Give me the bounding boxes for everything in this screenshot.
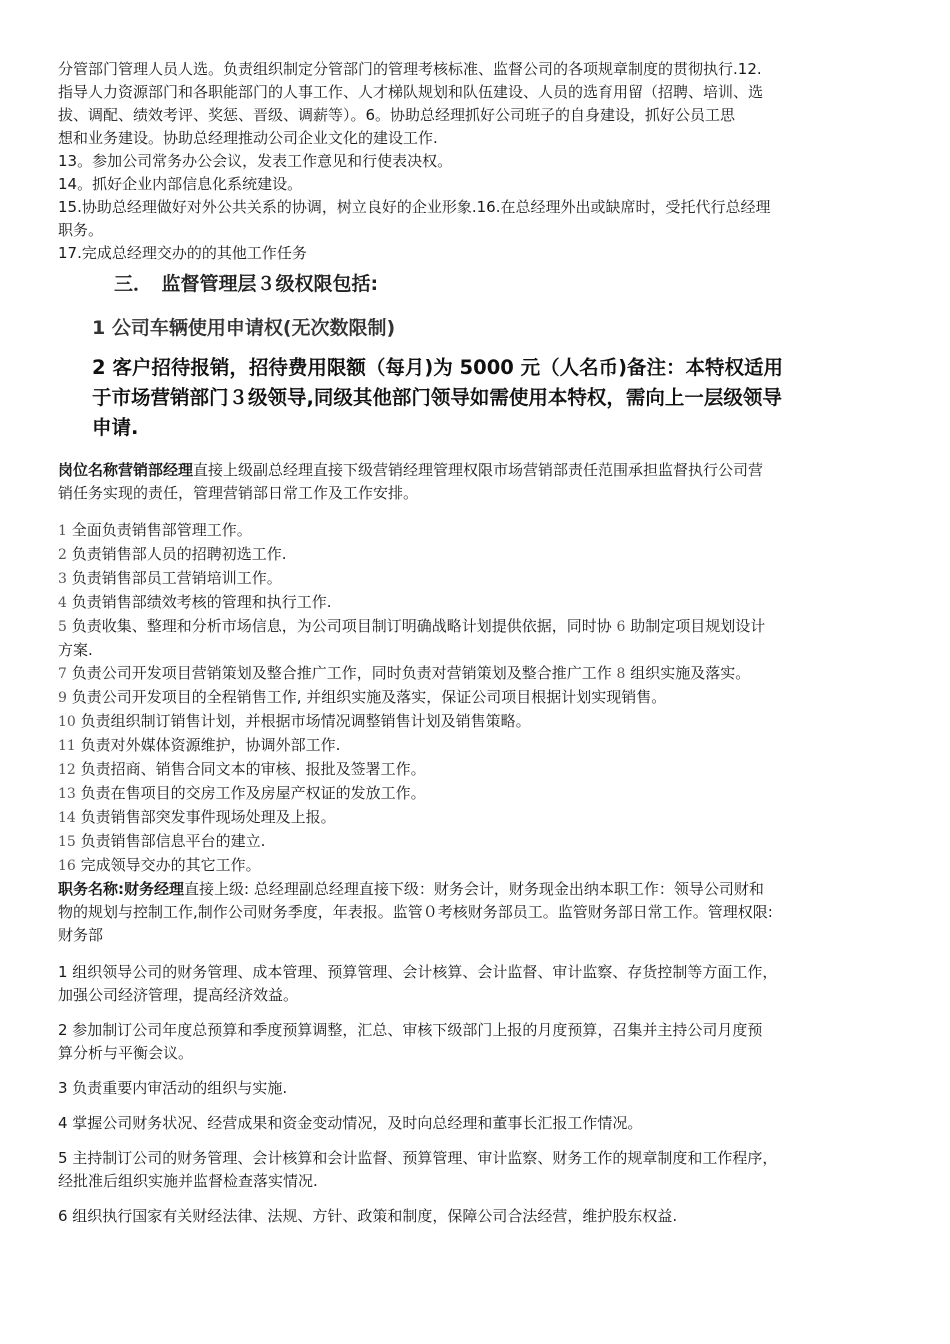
sales-manager-title xyxy=(58,459,898,505)
text-line: 职务。 xyxy=(58,221,104,239)
job-title-label: 职务名称:财务经理 xyxy=(58,880,184,898)
list-item: 方案. xyxy=(58,641,93,659)
document-page xyxy=(58,58,898,1228)
text-line: 15.协助总经理做好对外公共关系的协调，树立良好的企业形象.16.在总经理外出或缺席时，受托代行总经理 xyxy=(58,198,771,216)
list-item: 7 负责公司开发项目营销策划及整合推广工作，同时负责对营销策划及整合推广工作 8 组织实施及落实。 xyxy=(58,664,751,682)
text-line: 13。参加公司常务办公会议，发表工作意见和行使表决权。 xyxy=(58,152,453,170)
text-line: 分管部门管理人员人选。负责组织制定分管部门的管理考核标准、监督公司的各项规章制度的贯彻执行.12. xyxy=(58,60,762,78)
list-item: 11 负责对外媒体资源维护，协调外部工作. xyxy=(58,736,341,754)
text-line: 财务部 xyxy=(58,926,104,944)
privilege-item-2 xyxy=(92,353,898,443)
job-description: 直接上级副总经理直接下级营销经理管理权限市场营销部责任范围承担监督执行公司营 xyxy=(193,461,764,479)
list-item: 14 负责销售部突发事件现场处理及上报。 xyxy=(58,808,336,826)
list-item: 2 负责销售部人员的招聘初选工作. xyxy=(58,545,287,563)
text-line: 14。抓好企业内部信息化系统建设。 xyxy=(58,175,303,193)
list-item: 2 参加制订公司年度总预算和季度预算调整，汇总、审核下级部门上报的月度预算，召集并主持公司月度预 算分析与平衡会议。 xyxy=(58,1021,763,1062)
list-item: 3 负责重要内审活动的组织与实施. xyxy=(58,1079,288,1097)
list-item: 13 负责在售项目的交房工作及房屋产权证的发放工作。 xyxy=(58,784,426,802)
sales-duties-list xyxy=(58,519,898,878)
text-line: 申请. xyxy=(92,416,139,439)
list-item: 3 负责销售部员工营销培训工作。 xyxy=(58,569,282,587)
list-item: 1 全面负责销售部管理工作。 xyxy=(58,521,252,539)
list-item: 1 组织领导公司的财务管理、成本管理、预算管理、会计核算、会计监督、审计监察、存货控制等方面工作， 加强公司经济管理，提高经济效益。 xyxy=(58,963,778,1004)
text-line: 物的规划与控制工作,制作公司财务季度，年表报。监管０考核财务部员工。监管财务部日常工作。管理权限: xyxy=(58,903,773,921)
list-item: 6 组织执行国家有关财经法律、法规、方针、政策和制度，保障公司合法经营，维护股东权益. xyxy=(58,1207,678,1225)
privilege-item-1: 1 公司车辆使用申请权(无次数限制) xyxy=(92,317,396,339)
finance-duties-list xyxy=(58,961,898,1228)
intro-paragraph xyxy=(58,58,898,265)
text-line: 于市场营销部门３级领导,同级其他部门领导如需使用本特权，需向上一层级领导 xyxy=(92,386,782,409)
list-item: 16 完成领导交办的其它工作。 xyxy=(58,856,261,874)
list-item: 4 掌握公司财务状况、经营成果和资金变动情况，及时向总经理和董事长汇报工作情况。 xyxy=(58,1114,643,1132)
text-line: 指导人力资源部门和各职能部门的人事工作、人才梯队规划和队伍建设、人员的选育用留（招聘、培训、选 xyxy=(58,83,764,101)
list-item: 5 负责收集、整理和分析市场信息，为公司项目制订明确战略计划提供依据，同时协 6 助制定项目规划设计 xyxy=(58,617,766,635)
list-item: 4 负责销售部绩效考核的管理和执行工作. xyxy=(58,593,332,611)
text-line: 销任务实现的责任，管理营销部日常工作及工作安排。 xyxy=(58,484,419,502)
list-item: 15 负责销售部信息平台的建立. xyxy=(58,832,266,850)
text-line: 17.完成总经理交办的的其他工作任务 xyxy=(58,244,307,262)
job-title-label: 岗位名称营销部经理 xyxy=(58,461,194,479)
section-heading: 三． 监督管理层３级权限包括: xyxy=(114,273,379,295)
list-item: 9 负责公司开发项目的全程销售工作, 并组织实施及落实，保证公司项目根据计划实现销售。 xyxy=(58,688,667,706)
text-line: 拔、调配、绩效考评、奖惩、晋级、调薪等）。6。协助总经理抓好公司班子的自身建设，抓好公员工思 xyxy=(58,106,736,124)
job-description: 直接上级: 总经理副总经理直接下级：财务会计，财务现金出纳本职工作：领导公司财和 xyxy=(184,880,764,898)
text-line: 2 客户招待报销，招待费用限额（每月)为 5000 元（人名币)备注：本特权适用 xyxy=(92,356,784,379)
list-item: 5 主持制订公司的财务管理、会计核算和会计监督、预算管理、审计监察、财务工作的规章制度和工作程序， 经批准后组织实施并监督检查落实情况. xyxy=(58,1149,778,1190)
list-item: 12 负责招商、销售合同文本的审核、报批及签署工作。 xyxy=(58,760,426,778)
finance-manager-title xyxy=(58,878,898,947)
list-item: 10 负责组织制订销售计划，并根据市场情况调整销售计划及销售策略。 xyxy=(58,712,531,730)
text-line: 想和业务建设。协助总经理推动公司企业文化的建设工作. xyxy=(58,129,438,147)
